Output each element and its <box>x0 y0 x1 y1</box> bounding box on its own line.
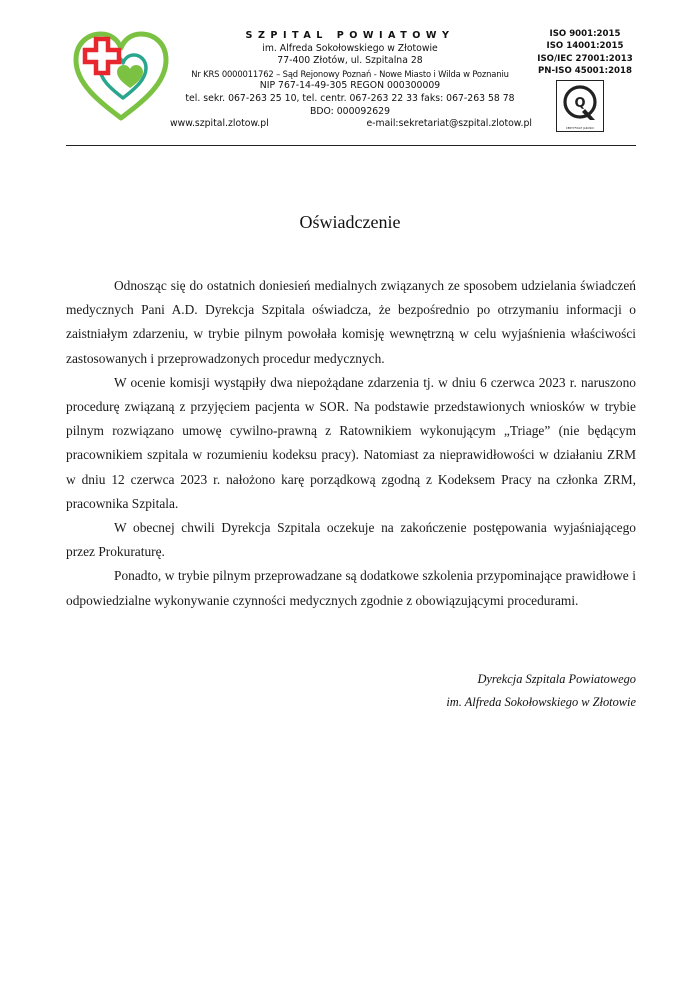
document-title: Oświadczenie <box>299 212 401 232</box>
quality-q-icon <box>557 81 603 125</box>
quality-certificate-mark <box>556 80 604 132</box>
hospital-letterhead <box>160 30 540 131</box>
body-paragraph: W ocenie komisji wystąpiły dwa niepożądane zdarzenia tj. w dniu 6 czerwca 2023 r. naruszono procedurę związaną z przyjęciem pacjenta w SOR. Na podstawie przedstawionych wniosków w trybie pilnym rozwiązano umowę cywilno-prawną z Ratownikiem wykonującym „Triage” (nie będącym pracownikiem szpitala w rozumieniu kodeksu pracy). Natomiast za nieprawidłowości w działaniu ZRM w dniu 12 czerwca 2023 r. nałożono karę porządkową zgodną z Kodeksem Pracy na członka ZRM, pracownika Szpitala. <box>66 374 636 511</box>
contact-row <box>160 118 540 131</box>
signature-block <box>300 668 636 713</box>
header-divider <box>66 145 636 146</box>
certificate-caption: CERTYFIKAT JAKOŚCI <box>565 127 595 130</box>
quality-mark-letter: Q <box>574 96 586 111</box>
body-paragraph: Odnosząc się do ostatnich doniesień medialnych związanych ze sposobem udzielania świadczeń medycznych Pani A.D. Dyrekcja Szpitala oświadcza, że bezpośrednio po otrzymaniu informacji o zaistniałym zdarzeniu, w trybie pilnym powołała komisję wewnętrzną w celu wyjaśnienia właściwości zastosowanych i przeprowadzonych procedur medycznych. <box>66 278 636 366</box>
hospital-logo-icon <box>70 28 172 122</box>
email-link[interactable]: e-mail:sekretariat@szpital.zlotow.pl <box>366 118 532 130</box>
medical-cross-icon <box>85 39 119 73</box>
bdo-line: BDO: 000092629 <box>309 105 390 117</box>
hospital-address: 77-400 Złotów, ul. Szpitalna 28 <box>277 55 423 67</box>
krs-line: Nr KRS 0000011762 – Sąd Rejonowy Poznań - Nowe Miasto i Wilda w Poznaniu <box>191 68 509 79</box>
hospital-patron: im. Alfreda Sokołowskiego w Złotowie <box>262 42 438 54</box>
iso-cert-item: ISO 14001:2015 <box>546 41 624 52</box>
iso-cert-item: ISO 9001:2015 <box>549 29 621 39</box>
website-link[interactable]: www.szpital.zlotow.pl <box>170 118 269 130</box>
hospital-name: SZPITAL POWIATOWY <box>245 30 455 41</box>
document-body <box>66 274 636 613</box>
iso-certifications <box>533 28 637 78</box>
phone-line: tel. sekr. 067-263 25 10, tel. centr. 067-263 22 33 faks: 067-263 58 78 <box>185 92 515 104</box>
iso-cert-item: ISO/IEC 27001:2013 <box>537 53 633 64</box>
signature-line-2: im. Alfreda Sokołowskiego w Złotowie <box>446 694 636 709</box>
signature-line-1: Dyrekcja Szpitala Powiatowego <box>477 672 636 686</box>
iso-cert-item: PN-ISO 45001:2018 <box>538 66 632 77</box>
body-paragraph: W obecnej chwili Dyrekcja Szpitala oczekuje na zakończenie postępowania wyjaśniającego przez Prokuraturę. <box>66 520 636 560</box>
body-paragraph: Ponadto, w trybie pilnym przeprowadzane są dodatkowe szkolenia przypominające prawidłowe i odpowiedzialne wykonywanie czynności medycznych zgodnie z obowiązującymi procedurami. <box>66 568 636 608</box>
nip-regon-line: NIP 767-14-49-305 REGON 000300009 <box>259 80 441 92</box>
